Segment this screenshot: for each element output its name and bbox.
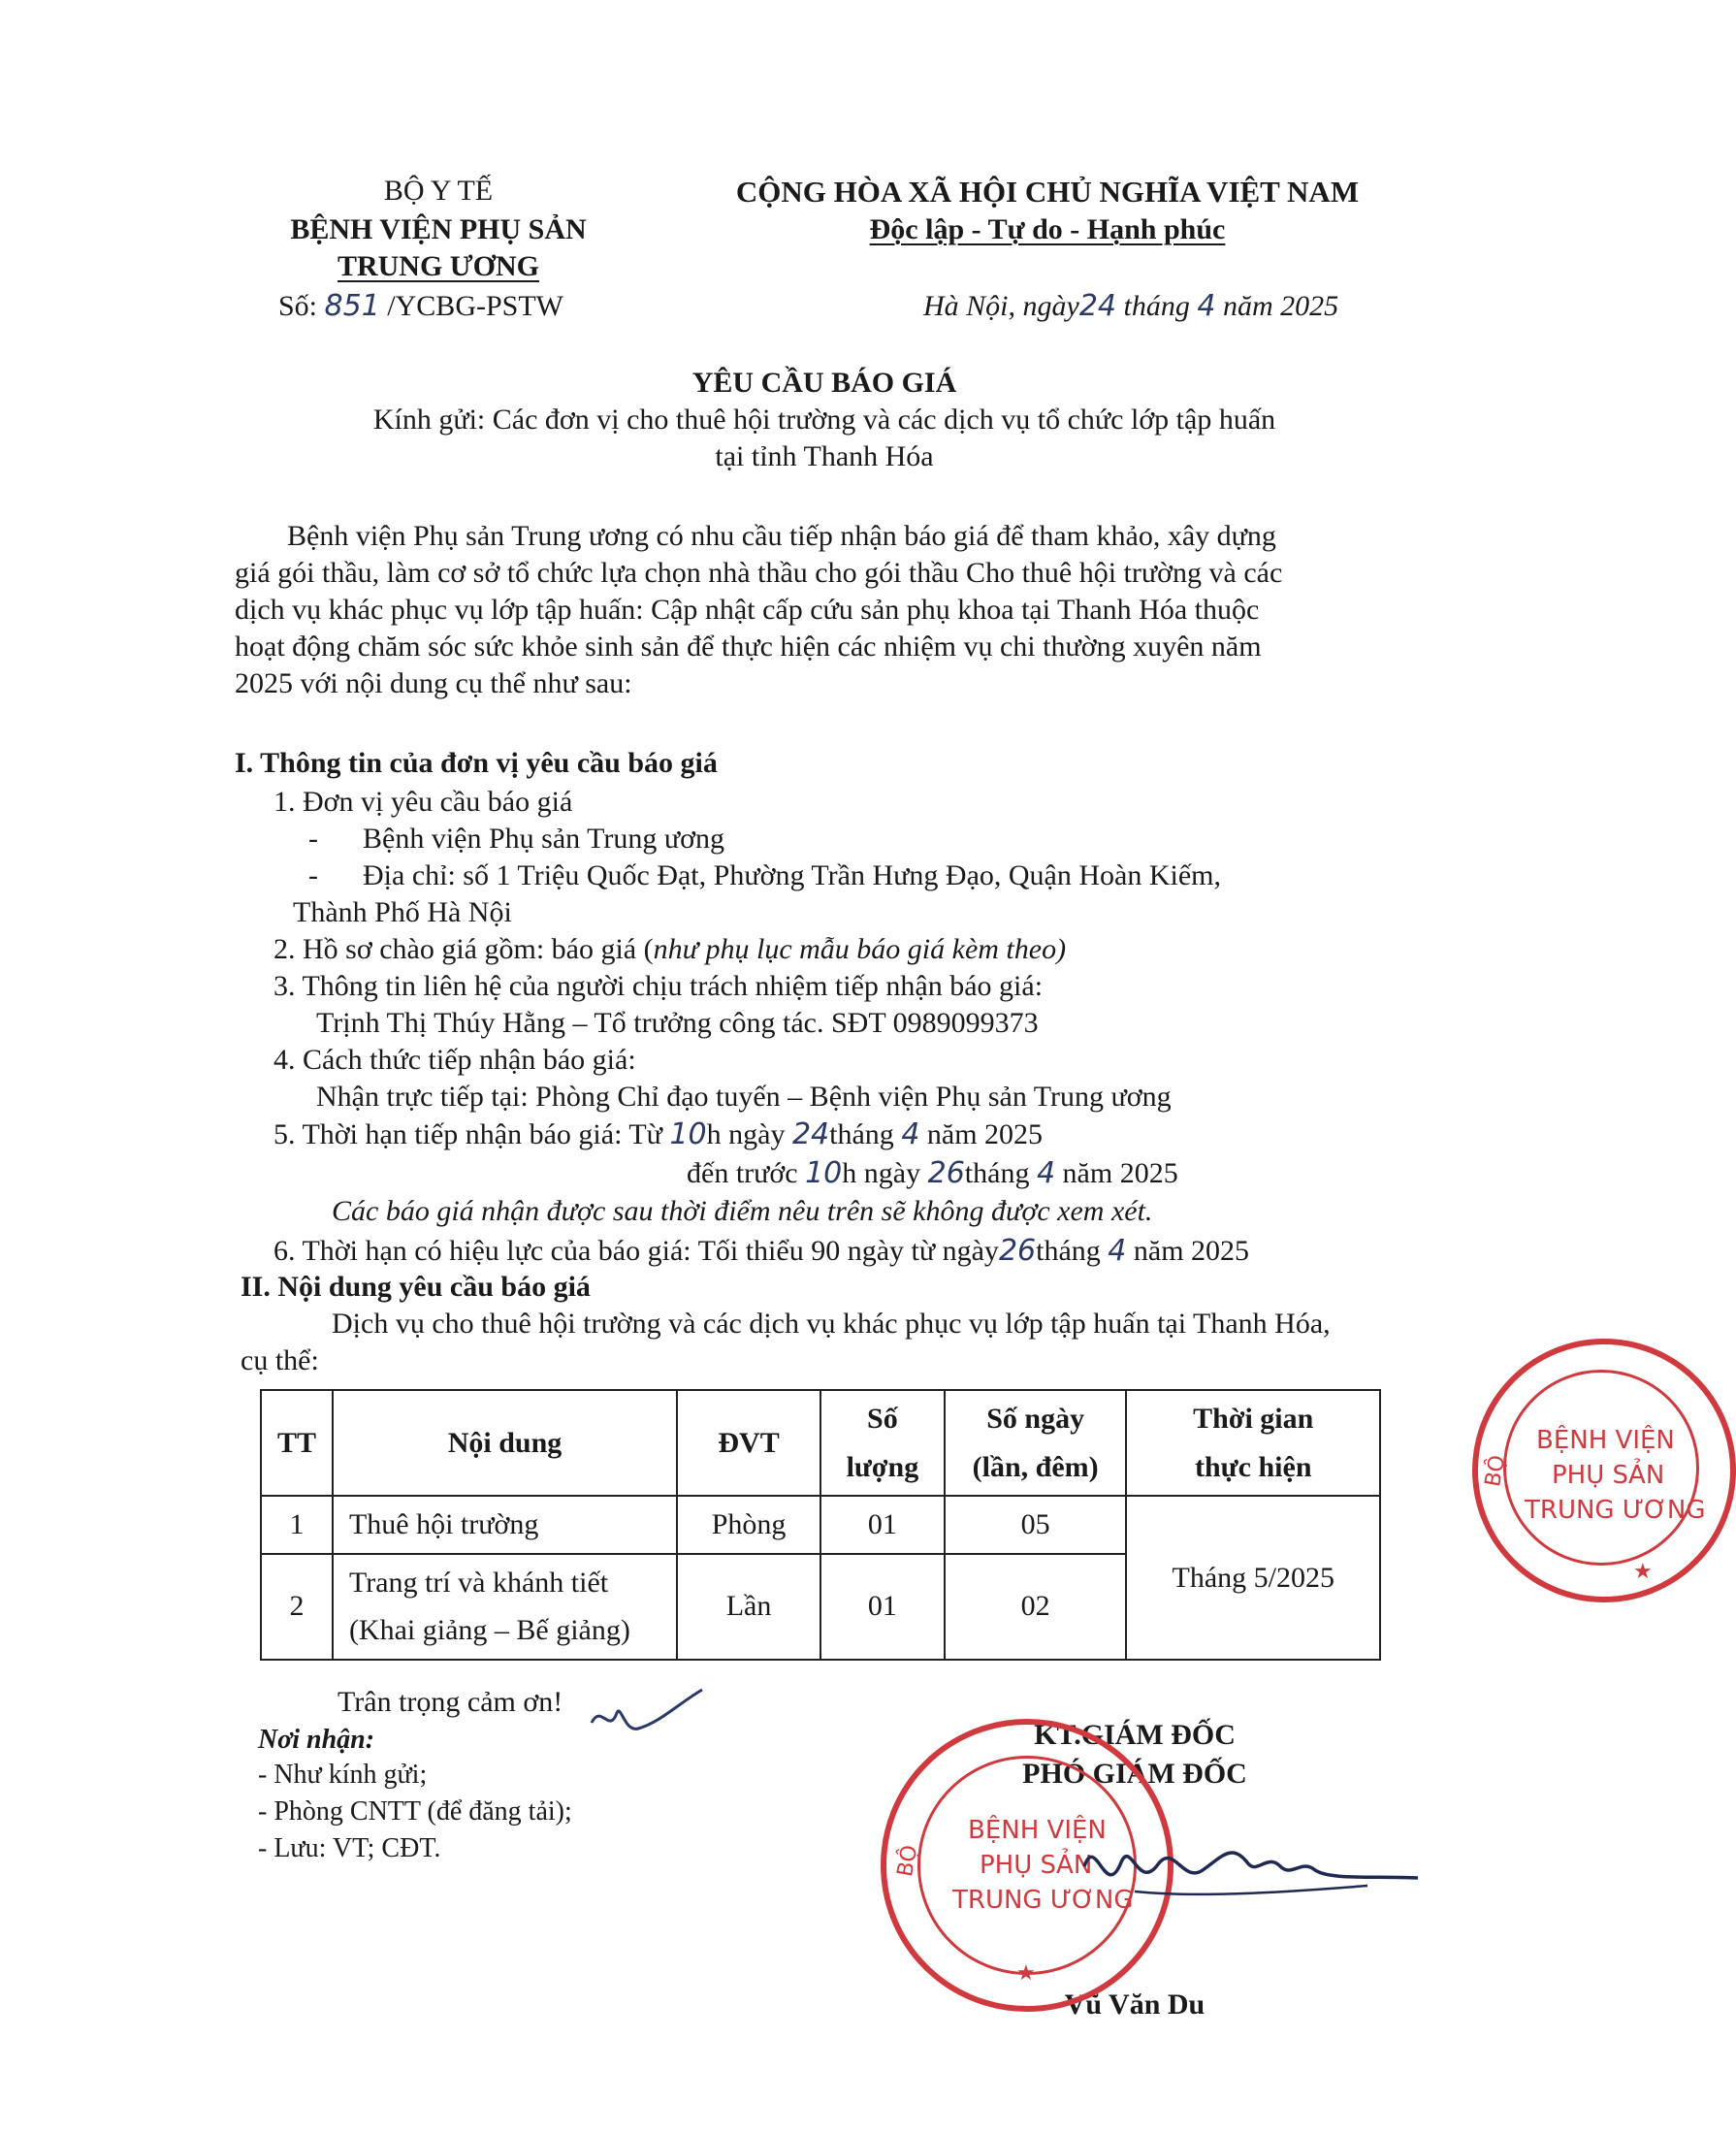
header-time [1126,1390,1380,1496]
intro-line-2: giá gói thầu, làm cơ sở tổ chức lựa chọn nhà thầu cho gói thầu Cho thuê hội trường và các [235,557,1283,589]
stamp-star: ★ [1016,1961,1036,1986]
signature-title-2: PHÓ GIÁM ĐỐC [1022,1758,1247,1790]
recipient-item-1: - Như kính gửi; [258,1760,428,1790]
national-motto-text: Độc lập - Tự do - Hạnh phúc [869,213,1226,245]
recipients-label: Nơi nhận: [258,1725,375,1755]
section2-text-line1: Dịch vụ cho thuê hội trường và các dịch vụ khác phục vụ lớp tập huấn tại Thanh Hóa, [332,1308,1331,1340]
item5-to-hour-label: h ngày [842,1157,921,1189]
item5-to-month: 4 [1036,1156,1056,1190]
section1-item4-detail: Nhận trực tiếp tại: Phòng Chỉ đạo tuyến – Bệnh viện Phụ sản Trung ương [316,1081,1172,1113]
section1-item5-note: Các báo giá nhận được sau thời điểm nêu trên sẽ không được xem xét. [332,1195,1153,1227]
row2-days: 02 [945,1554,1127,1660]
item5-from-hour: 10 [669,1117,707,1151]
section1-item5-to [687,1156,1178,1190]
item5-from-hour-label: h ngày [706,1118,786,1150]
item5-to-label: đến trước [687,1157,798,1189]
row1-content: Thuê hội trường [333,1496,677,1554]
section1-item4: 4. Cách thức tiếp nhận báo giá: [273,1044,636,1076]
item6-year: năm 2025 [1133,1235,1250,1267]
item5-from-year: năm 2025 [926,1118,1044,1150]
section1-bullet2-dash: - [308,859,318,891]
stamp-text-side: BỘ [893,1843,923,1879]
item6-label: 6. Thời hạn có hiệu lực của báo giá: Tối thiểu 90 ngày từ ngày [273,1235,999,1267]
section1-bullet1: Bệnh viện Phụ sản Trung ương [363,823,724,855]
header-days-line1: Số ngày [986,1403,1085,1435]
document-title: YÊU CẦU BÁO GIÁ [691,367,957,399]
header-time-line2: thực hiện [1194,1450,1312,1483]
section1-bullet1-dash: - [308,823,318,855]
signature-title-1: KT.GIÁM ĐỐC [1034,1719,1236,1751]
section2-text-line2: cụ thể: [241,1344,319,1376]
recipient-line-2: tại tỉnh Thanh Hóa [715,440,934,472]
document-number [278,289,563,323]
section1-item2-text: 2. Hồ sơ chào giá gồm: báo giá ( [273,933,654,965]
row1-days: 05 [945,1496,1127,1554]
recipient-line-1: Kính gửi: Các đơn vị cho thuê hội trường và các dịch vụ tổ chức lớp tập huấn [372,404,1276,436]
partial-seal-text-side: BỘ [1481,1453,1511,1489]
hospital-name-line2 [254,250,623,283]
section1-item3-contact: Trịnh Thị Thúy Hằng – Tổ trưởng công tác. SĐT 0989099373 [316,1007,1039,1039]
item5-to-month-label: tháng [964,1157,1030,1189]
section1-bullet2: Địa chỉ: số 1 Triệu Quốc Đạt, Phường Trần Hưng Đạo, Quận Hoàn Kiếm, [363,859,1221,891]
intro-line-5: 2025 với nội dung cụ thể như sau: [235,667,632,699]
issue-date [923,289,1338,323]
partial-seal-text-middle: PHỤ SẢN [1552,1461,1665,1490]
stamp-text-top: BỆNH VIỆN [968,1816,1107,1845]
header-quantity [820,1390,945,1496]
header-days [945,1390,1127,1496]
issue-date-day: 24 [1078,289,1117,323]
intro-line-3: dịch vụ khác phục vụ lớp tập huấn: Cập nhật cấp cứu sản phụ khoa tại Thanh Hóa thuộc [235,594,1260,626]
quote-request-table [260,1389,1381,1661]
table-row [261,1496,1380,1554]
issue-date-year: năm 2025 [1222,290,1339,322]
row1-qty: 01 [820,1496,945,1554]
header-content: Nội dung [333,1390,677,1496]
item5-to-day: 26 [927,1156,965,1190]
issue-date-month-label: tháng [1123,290,1190,322]
item6-day: 26 [998,1234,1037,1268]
row2-unit: Lần [677,1554,820,1660]
section1-item1: 1. Đơn vị yêu cầu báo giá [273,786,573,818]
row2-content-line2: (Khai giảng – Bế giảng) [348,1614,630,1646]
hospital-name-line1: BỆNH VIỆN PHỤ SẢN [290,213,587,245]
header-unit: ĐVT [677,1390,820,1496]
item5-from-month-label: tháng [829,1118,894,1150]
national-motto [679,213,1416,246]
item6-month: 4 [1108,1234,1127,1268]
signatory-name: Vũ Văn Du [1064,1988,1206,2021]
section1-item5-from [273,1117,1043,1151]
closing-thanks: Trân trọng cảm ơn! [338,1686,563,1718]
section1-item2 [273,933,1066,966]
section1-item2-italic: như phụ lục mẫu báo giá kèm theo) [653,933,1067,965]
intro-line-1: Bệnh viện Phụ sản Trung ương có nhu cầu tiếp nhận báo giá để tham khảo, xây dựng [287,520,1276,552]
section1-bullet2-cont: Thành Phố Hà Nội [293,896,512,928]
header-time-line1: Thời gian [1193,1403,1314,1435]
row1-unit: Phòng [677,1496,820,1554]
item5-from-label: 5. Thời hạn tiếp nhận báo giá: Từ [273,1118,662,1150]
hospital-name-line2-text: TRUNG ƯƠNG [337,250,540,282]
row2-tt: 2 [261,1554,333,1660]
handwritten-signature-icon [1077,1824,1426,1930]
header-tt: TT [261,1390,333,1496]
document-number-handwritten: 851 [324,289,380,323]
item5-to-year: năm 2025 [1062,1157,1178,1189]
section1-item3: 3. Thông tin liên hệ của người chịu trách nhiệm tiếp nhận báo giá: [273,970,1044,1002]
row2-content-line1: Trang trí và khánh tiết [348,1566,609,1599]
row1-tt: 1 [261,1496,333,1554]
table-header-row [261,1390,1380,1496]
ministry-name: BỘ Y TẾ [383,175,494,207]
issue-date-place: Hà Nội, ngày [923,290,1079,322]
partial-seal-star: ★ [1633,1560,1653,1584]
item5-from-month: 4 [901,1117,920,1151]
section2-heading: II. Nội dung yêu cầu báo giá [241,1271,591,1303]
item5-from-day: 24 [791,1117,830,1151]
header-quantity-line2: lượng [846,1450,919,1483]
item6-month-label: tháng [1036,1235,1101,1267]
partial-seal-text-top: BỆNH VIỆN [1536,1426,1675,1455]
partial-seal-text-bottom: TRUNG ƯƠNG [1525,1496,1706,1525]
section1-item6 [273,1234,1249,1268]
time-cell: Tháng 5/2025 [1126,1496,1380,1660]
intro-line-4: hoạt động chăm sóc sức khỏe sinh sản để thực hiện các nhiệm vụ chi thường xuyên năm [235,630,1262,663]
recipient-item-3: - Lưu: VT; CĐT. [258,1833,441,1863]
document-number-prefix: Số: [278,290,318,322]
section1-heading: I. Thông tin của đơn vị yêu cầu báo giá [235,747,718,779]
issue-date-month: 4 [1197,289,1216,323]
header-days-line2: (lần, đêm) [972,1450,1099,1483]
recipient-item-2: - Phòng CNTT (để đăng tải); [258,1796,572,1827]
header-quantity-line1: Số [867,1403,898,1435]
stamp-text-middle: PHỤ SẢN [980,1851,1093,1880]
row2-content [333,1554,677,1660]
country-name: CỘNG HÒA XÃ HỘI CHỦ NGHĨA VIỆT NAM [735,175,1360,209]
document-number-suffix: /YCBG-PSTW [387,290,563,322]
partial-seal-icon [1472,1339,1736,1602]
item5-to-hour: 10 [805,1156,843,1190]
initial-mark-icon [582,1684,708,1742]
row2-qty: 01 [820,1554,945,1660]
stamp-text-bottom: TRUNG ƯƠNG [952,1886,1134,1915]
